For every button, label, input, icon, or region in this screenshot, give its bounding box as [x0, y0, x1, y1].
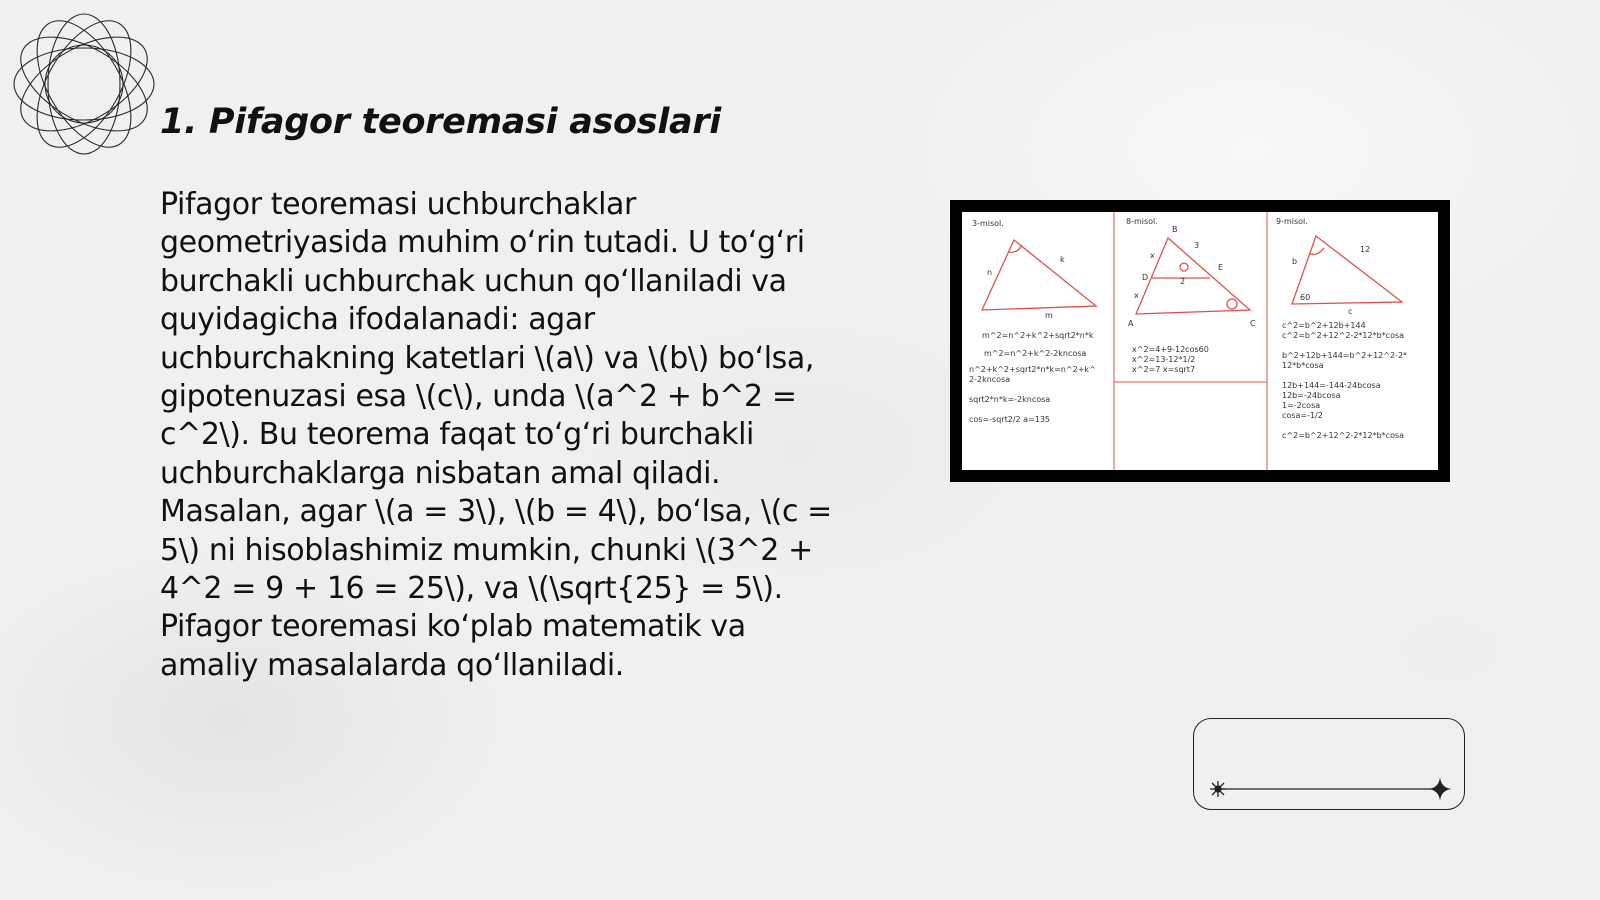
panel-2-label: D: [1142, 273, 1149, 282]
panel-2-label: x: [1134, 291, 1139, 300]
card-decoration: [1194, 719, 1466, 811]
panel-3-line: 12b+144=-144-24bcosa: [1282, 381, 1381, 390]
panel-3-line: 1=-2cosa: [1282, 401, 1321, 410]
spirograph-logo-icon: [8, 8, 160, 160]
panel-1-line: 2-2kncosa: [969, 375, 1011, 384]
sun-icon: [1210, 781, 1226, 797]
panel-3-label: b: [1292, 257, 1298, 266]
panel-1-line: cos=-sqrt2/2 a=135: [969, 415, 1051, 424]
panel-3-label: 12: [1360, 245, 1371, 254]
slide-body-text: Pifagor teoremasi uchburchaklar geometriyasida muhim o‘rin tutadi. U to‘g‘ri burchakli uchburchak uchun qo‘llaniladi va quyidagicha ifodalanadi: agar uchburchakning katetlari \(a\) va \(b\) bo‘lsa, gipotenuzasi esa \(c\), unda \(a^2 + b^2 = c^2\). Bu teorema faqat to‘g‘ri burchakli uchburchaklarga nisbatan amal qiladi. Masalan, agar \(a = 3\), \(b = 4\), bo‘lsa, \(c = 5\) ni hisoblashimiz mumkin, chunki \(3^2 + 4^2 = 9 + 16 = 25\), va \(\sqrt{25} = 5\). Pifagor teoremasi ko‘plab matematik va amaliy masalalarda qo‘llaniladi.: [160, 187, 832, 683]
panel-3-line: c^2=b^2+12^2-2*12*b*cosa: [1282, 431, 1405, 440]
panel-1-line: sqrt2*n*k=-2kncosa: [969, 395, 1051, 404]
panel-2-line: x^2=4+9-12cos60: [1132, 345, 1209, 354]
panel-3-line: c^2=b^2+12b+144: [1282, 321, 1366, 330]
panel-3-line: 12*b*cosa: [1282, 361, 1324, 370]
panel-1-line: m^2=n^2+k^2+sqrt2*n*k: [982, 331, 1094, 340]
panel-1-line: n^2+k^2+sqrt2*n*k=n^2+k^: [969, 365, 1096, 374]
panel-1-label: k: [1060, 255, 1065, 264]
panel-3-line: b^2+12b+144=b^2+12^2-2*: [1282, 351, 1408, 360]
panel-2-label: B: [1172, 225, 1178, 234]
panel-1-heading: 3-misol.: [972, 219, 1004, 228]
panel-3-label: c: [1348, 307, 1353, 316]
panel-2-label: 2: [1180, 277, 1186, 286]
slide-title: 1. Pifagor teoremasi asoslari: [160, 102, 721, 142]
panel-2-label: A: [1128, 319, 1134, 328]
panel-3-line: 12b=-24bcosa: [1282, 391, 1341, 400]
panel-3-label: 60: [1300, 293, 1311, 302]
panel-3-heading: 9-misol.: [1276, 217, 1308, 226]
decorative-card: [1193, 718, 1465, 810]
worked-examples-drawing: [962, 212, 1438, 470]
panel-2-line: x^2=7 x=sqrt7: [1132, 365, 1196, 374]
panel-1-line: m^2=n^2+k^2-2kncosa: [984, 349, 1087, 358]
panel-2-angle-mark: [1180, 263, 1188, 271]
panel-2-triangle: [1136, 238, 1250, 314]
panel-1-label: n: [987, 268, 993, 277]
panel-3-line: cosa=-1/2: [1282, 411, 1323, 420]
panel-2-heading: 8-misol.: [1126, 217, 1158, 226]
panel-2-line: x^2=13-12*1/2: [1132, 355, 1196, 364]
sparkle-icon: [1428, 777, 1452, 801]
panel-2-label: x: [1150, 251, 1155, 260]
panel-2-label: E: [1218, 263, 1224, 272]
panel-1-triangle: [982, 240, 1096, 310]
panel-1-label: m: [1045, 311, 1053, 320]
panel-3-line: c^2=b^2+12^2-2*12*b*cosa: [1282, 331, 1405, 340]
panel-2-label: 3: [1194, 241, 1200, 250]
panel-2-angle-mark: [1227, 299, 1237, 309]
worked-examples-image: [950, 200, 1450, 482]
panel-2-label: C: [1250, 319, 1256, 328]
